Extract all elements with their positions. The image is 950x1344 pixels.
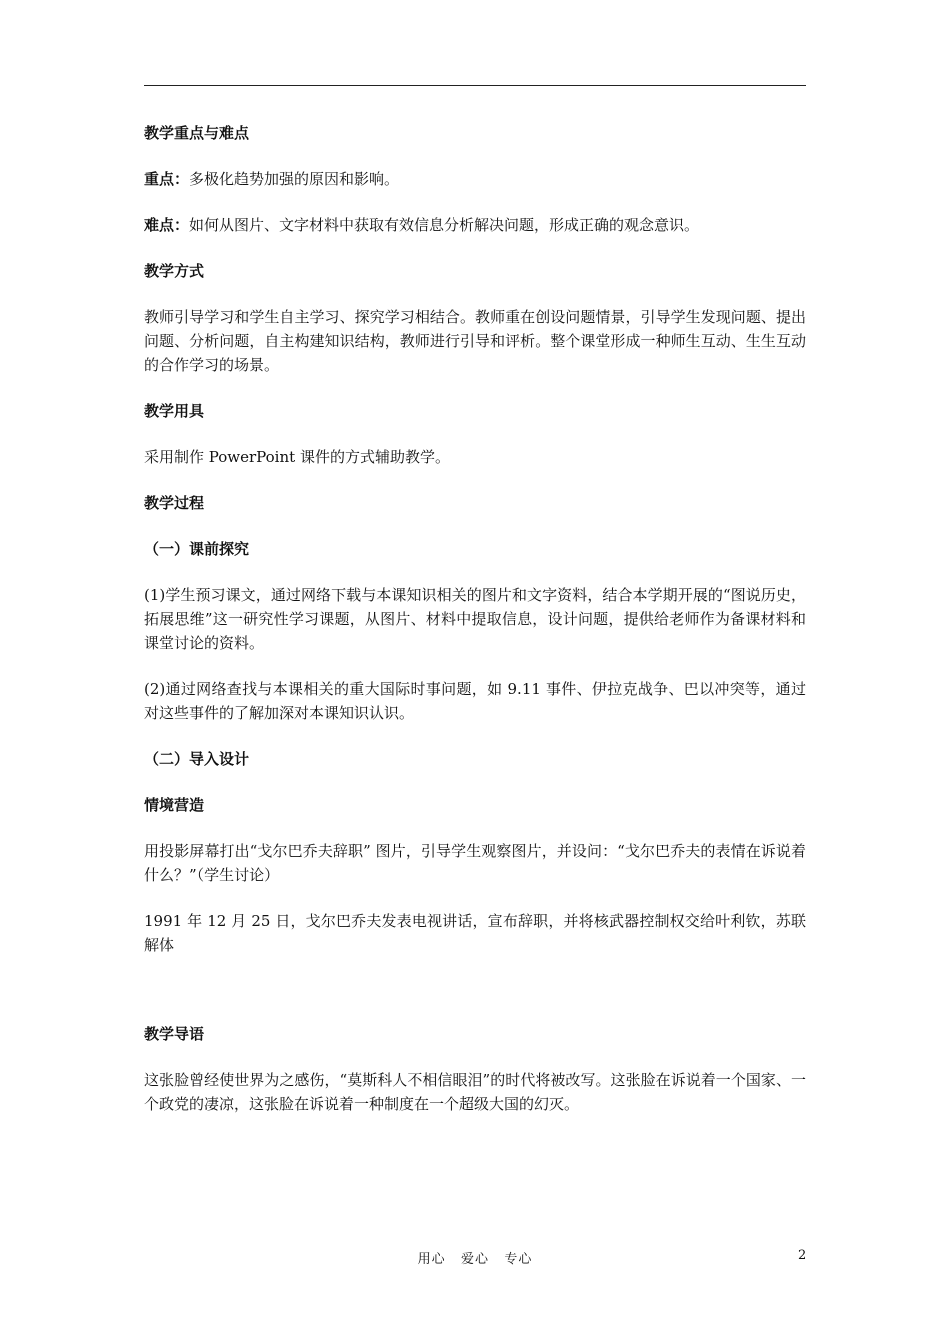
focus-heading: 教学重点与难点 xyxy=(144,124,250,142)
method-heading: 教学方式 xyxy=(144,262,205,280)
document-body xyxy=(144,121,806,1138)
header-rule xyxy=(144,85,806,86)
intro-paragraph: 这张脸曾经使世界为之感伤，“莫斯科人不相信眼泪”的时代将被改写。这张脸在诉说着一个国家、一个政党的凄凉，这张脸在诉说着一种制度在一个超级大国的幻灭。 xyxy=(144,1071,806,1113)
process-heading: 教学过程 xyxy=(144,494,205,512)
method-paragraph: 教师引导学习和学生自主学习、探究学习相结合。教师重在创设问题情景，引导学生发现问题、提出问题、分析问题，自主构建知识结构，教师进行引导和评析。整个课堂形成一种师生互动、生生互动的合作学习的场景。 xyxy=(144,308,806,374)
difficulty-label: 难点： xyxy=(144,216,190,234)
key-point-text: 多极化趋势加强的原因和影响。 xyxy=(189,170,400,188)
part2-heading: （二）导入设计 xyxy=(144,750,250,768)
tools-heading: 教学用具 xyxy=(144,402,205,420)
page-number: 2 xyxy=(798,1248,807,1263)
footer-motto: 用心 爱心 专心 xyxy=(417,1252,533,1267)
intro-heading: 教学导语 xyxy=(144,1025,205,1043)
part1-heading: （一）课前探究 xyxy=(144,540,250,558)
spacer xyxy=(144,979,806,1022)
part1-paragraph-1: (1)学生预习课文，通过网络下载与本课知识相关的图片和文字资料，结合本学期开展的“图说历史，拓展思维”这一研究性学习课题，从图片、材料中提取信息，设计问题，提供给老师作为备课材料和课堂讨论的资料。 xyxy=(144,586,806,652)
difficulty-text: 如何从图片、文字材料中获取有效信息分析解决问题，形成正确的观念意识。 xyxy=(189,216,700,234)
part1-paragraph-2: (2)通过网络查找与本课相关的重大国际时事问题，如 9.11 事件、伊拉克战争、巴以冲突等，通过对这些事件的了解加深对本课知识认识。 xyxy=(144,680,806,722)
key-point-paragraph xyxy=(144,167,806,191)
scene-paragraph-1: 用投影屏幕打出“戈尔巴乔夫辞职” 图片，引导学生观察图片，并设问：“戈尔巴乔夫的表情在诉说着什么？”（学生讨论） xyxy=(144,842,806,884)
scene-heading: 情境营造 xyxy=(144,796,205,814)
key-point-label: 重点： xyxy=(144,170,190,188)
scene-paragraph-2: 1991 年 12 月 25 日，戈尔巴乔夫发表电视讲话，宣布辞职，并将核武器控制权交给叶利钦，苏联解体 xyxy=(144,912,806,954)
tools-paragraph: 采用制作 PowerPoint 课件的方式辅助教学。 xyxy=(144,448,450,466)
difficulty-paragraph xyxy=(144,213,806,237)
